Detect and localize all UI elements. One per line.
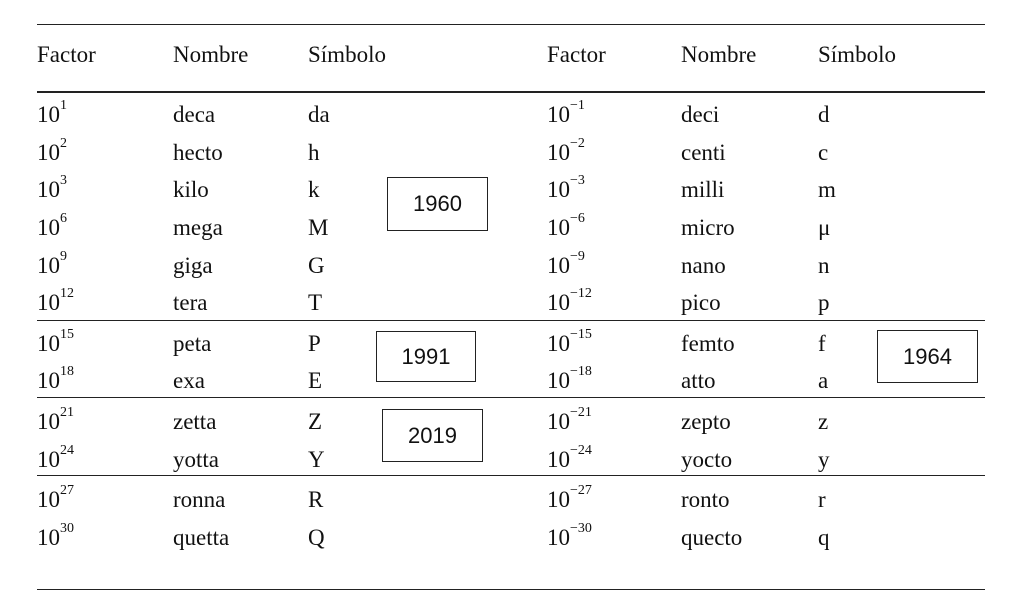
factor-base: 10 <box>547 253 570 278</box>
header-factor-left: Factor <box>37 42 96 67</box>
prefix-symbol-left: E <box>308 368 323 393</box>
factor-base: 10 <box>547 409 570 434</box>
factor-exponent: 21 <box>60 405 74 420</box>
prefix-symbol-left: Y <box>308 447 325 472</box>
prefix-symbol-left: M <box>308 215 329 240</box>
factor-cell-left <box>37 521 74 552</box>
prefix-name-left: mega <box>173 215 223 240</box>
prefix-symbol-right: m <box>818 177 836 202</box>
factor-exponent: 6 <box>60 211 67 226</box>
factor-exponent: −3 <box>570 173 585 188</box>
factor-base: 10 <box>547 102 570 127</box>
prefix-symbol-left: Q <box>308 525 325 550</box>
factor-cell-right <box>547 405 592 436</box>
group-rule-1991 <box>37 397 985 398</box>
prefix-symbol-right: y <box>818 447 830 472</box>
prefix-symbol-left: P <box>308 331 321 356</box>
header-symbol-left: Símbolo <box>308 42 386 67</box>
factor-exponent: −9 <box>570 249 585 264</box>
prefix-symbol-left: G <box>308 253 325 278</box>
factor-exponent: −12 <box>570 286 592 301</box>
factor-exponent: −18 <box>570 364 592 379</box>
factor-exponent: 3 <box>60 173 67 188</box>
bottom-rule <box>37 589 985 590</box>
prefix-symbol-right: c <box>818 140 829 165</box>
factor-cell-right <box>547 136 585 167</box>
factor-cell-left <box>37 405 74 436</box>
factor-base: 10 <box>37 447 60 472</box>
prefix-symbol-right: n <box>818 253 830 278</box>
factor-exponent: 27 <box>60 483 74 498</box>
factor-base: 10 <box>547 487 570 512</box>
factor-exponent: 18 <box>60 364 74 379</box>
prefix-name-right: quecto <box>681 525 743 550</box>
year-box-1960: 1960 <box>387 177 488 231</box>
factor-base: 10 <box>547 525 570 550</box>
header-symbol-right: Símbolo <box>818 42 896 67</box>
factor-cell-right <box>547 211 585 242</box>
factor-cell-right <box>547 173 585 204</box>
group-rule-2019 <box>37 475 985 476</box>
factor-cell-left <box>37 483 74 514</box>
factor-exponent: 24 <box>60 443 74 458</box>
header-name-right: Nombre <box>681 42 757 67</box>
factor-cell-right <box>547 286 592 317</box>
prefix-symbol-right: d <box>818 102 830 127</box>
prefix-symbol-left: T <box>308 290 323 315</box>
header-factor-right: Factor <box>547 42 606 67</box>
prefix-name-right: pico <box>681 290 721 315</box>
prefix-name-right: zepto <box>681 409 731 434</box>
prefix-name-right: deci <box>681 102 720 127</box>
factor-cell-left <box>37 443 74 474</box>
factor-base: 10 <box>37 215 60 240</box>
factor-base: 10 <box>37 253 60 278</box>
factor-cell-left <box>37 173 67 204</box>
prefix-symbol-left: da <box>308 102 330 127</box>
factor-cell-right <box>547 364 592 395</box>
factor-base: 10 <box>547 331 570 356</box>
prefix-symbol-right: z <box>818 409 829 434</box>
prefix-symbol-right: f <box>818 331 826 356</box>
prefix-name-left: zetta <box>173 409 217 434</box>
prefix-name-right: centi <box>681 140 726 165</box>
factor-exponent: −27 <box>570 483 592 498</box>
prefix-symbol-right: q <box>818 525 830 550</box>
factor-cell-left <box>37 249 67 280</box>
factor-exponent: −2 <box>570 136 585 151</box>
factor-base: 10 <box>547 368 570 393</box>
prefix-name-right: nano <box>681 253 726 278</box>
prefix-symbol-right: μ <box>818 215 831 240</box>
prefix-name-left: peta <box>173 331 212 356</box>
header-name-left: Nombre <box>173 42 249 67</box>
factor-cell-left <box>37 136 67 167</box>
prefix-symbol-right: r <box>818 487 826 512</box>
factor-cell-right <box>547 521 592 552</box>
year-box-1991: 1991 <box>376 331 476 382</box>
header-rule <box>37 91 985 93</box>
factor-exponent: 12 <box>60 286 74 301</box>
factor-base: 10 <box>37 331 60 356</box>
prefix-symbol-left: k <box>308 177 320 202</box>
factor-exponent: −30 <box>570 521 592 536</box>
prefix-symbol-left: h <box>308 140 320 165</box>
prefix-name-right: milli <box>681 177 725 202</box>
factor-exponent: −15 <box>570 327 592 342</box>
factor-base: 10 <box>37 102 60 127</box>
factor-base: 10 <box>37 409 60 434</box>
group-rule-1960 <box>37 320 985 321</box>
prefix-symbol-right: p <box>818 290 830 315</box>
factor-base: 10 <box>37 487 60 512</box>
factor-base: 10 <box>37 140 60 165</box>
prefix-name-left: deca <box>173 102 216 127</box>
factor-cell-right <box>547 249 585 280</box>
prefix-name-left: yotta <box>173 447 219 472</box>
factor-exponent: 15 <box>60 327 74 342</box>
prefix-name-right: atto <box>681 368 716 393</box>
prefix-name-right: femto <box>681 331 735 356</box>
factor-base: 10 <box>37 368 60 393</box>
prefix-name-left: giga <box>173 253 213 278</box>
factor-base: 10 <box>547 290 570 315</box>
prefix-name-left: quetta <box>173 525 230 550</box>
factor-cell-left <box>37 364 74 395</box>
prefix-symbol-left: R <box>308 487 324 512</box>
factor-exponent: 30 <box>60 521 74 536</box>
factor-cell-left <box>37 211 67 242</box>
prefix-name-left: ronna <box>173 487 226 512</box>
prefix-name-left: exa <box>173 368 205 393</box>
factor-base: 10 <box>37 177 60 202</box>
year-box-1964: 1964 <box>877 330 978 383</box>
factor-exponent: −1 <box>570 98 585 113</box>
year-box-2019: 2019 <box>382 409 483 462</box>
factor-base: 10 <box>37 525 60 550</box>
factor-exponent: −24 <box>570 443 592 458</box>
factor-exponent: −21 <box>570 405 592 420</box>
factor-base: 10 <box>547 177 570 202</box>
factor-base: 10 <box>547 447 570 472</box>
prefix-name-right: ronto <box>681 487 730 512</box>
prefix-symbol-left: Z <box>308 409 323 434</box>
factor-cell-left <box>37 327 74 358</box>
factor-exponent: 2 <box>60 136 67 151</box>
factor-base: 10 <box>37 290 60 315</box>
prefix-name-left: kilo <box>173 177 209 202</box>
prefix-name-right: micro <box>681 215 735 240</box>
factor-base: 10 <box>547 140 570 165</box>
factor-cell-right <box>547 327 592 358</box>
factor-cell-right <box>547 483 592 514</box>
prefix-name-right: yocto <box>681 447 733 472</box>
prefix-name-left: tera <box>173 290 208 315</box>
factor-base: 10 <box>547 215 570 240</box>
prefix-symbol-right: a <box>818 368 829 393</box>
factor-exponent: −6 <box>570 211 585 226</box>
factor-exponent: 9 <box>60 249 67 264</box>
top-rule <box>37 24 985 25</box>
factor-cell-left <box>37 98 67 129</box>
prefix-name-left: hecto <box>173 140 223 165</box>
factor-cell-right <box>547 443 592 474</box>
factor-cell-left <box>37 286 74 317</box>
factor-exponent: 1 <box>60 98 67 113</box>
factor-cell-right <box>547 98 585 129</box>
